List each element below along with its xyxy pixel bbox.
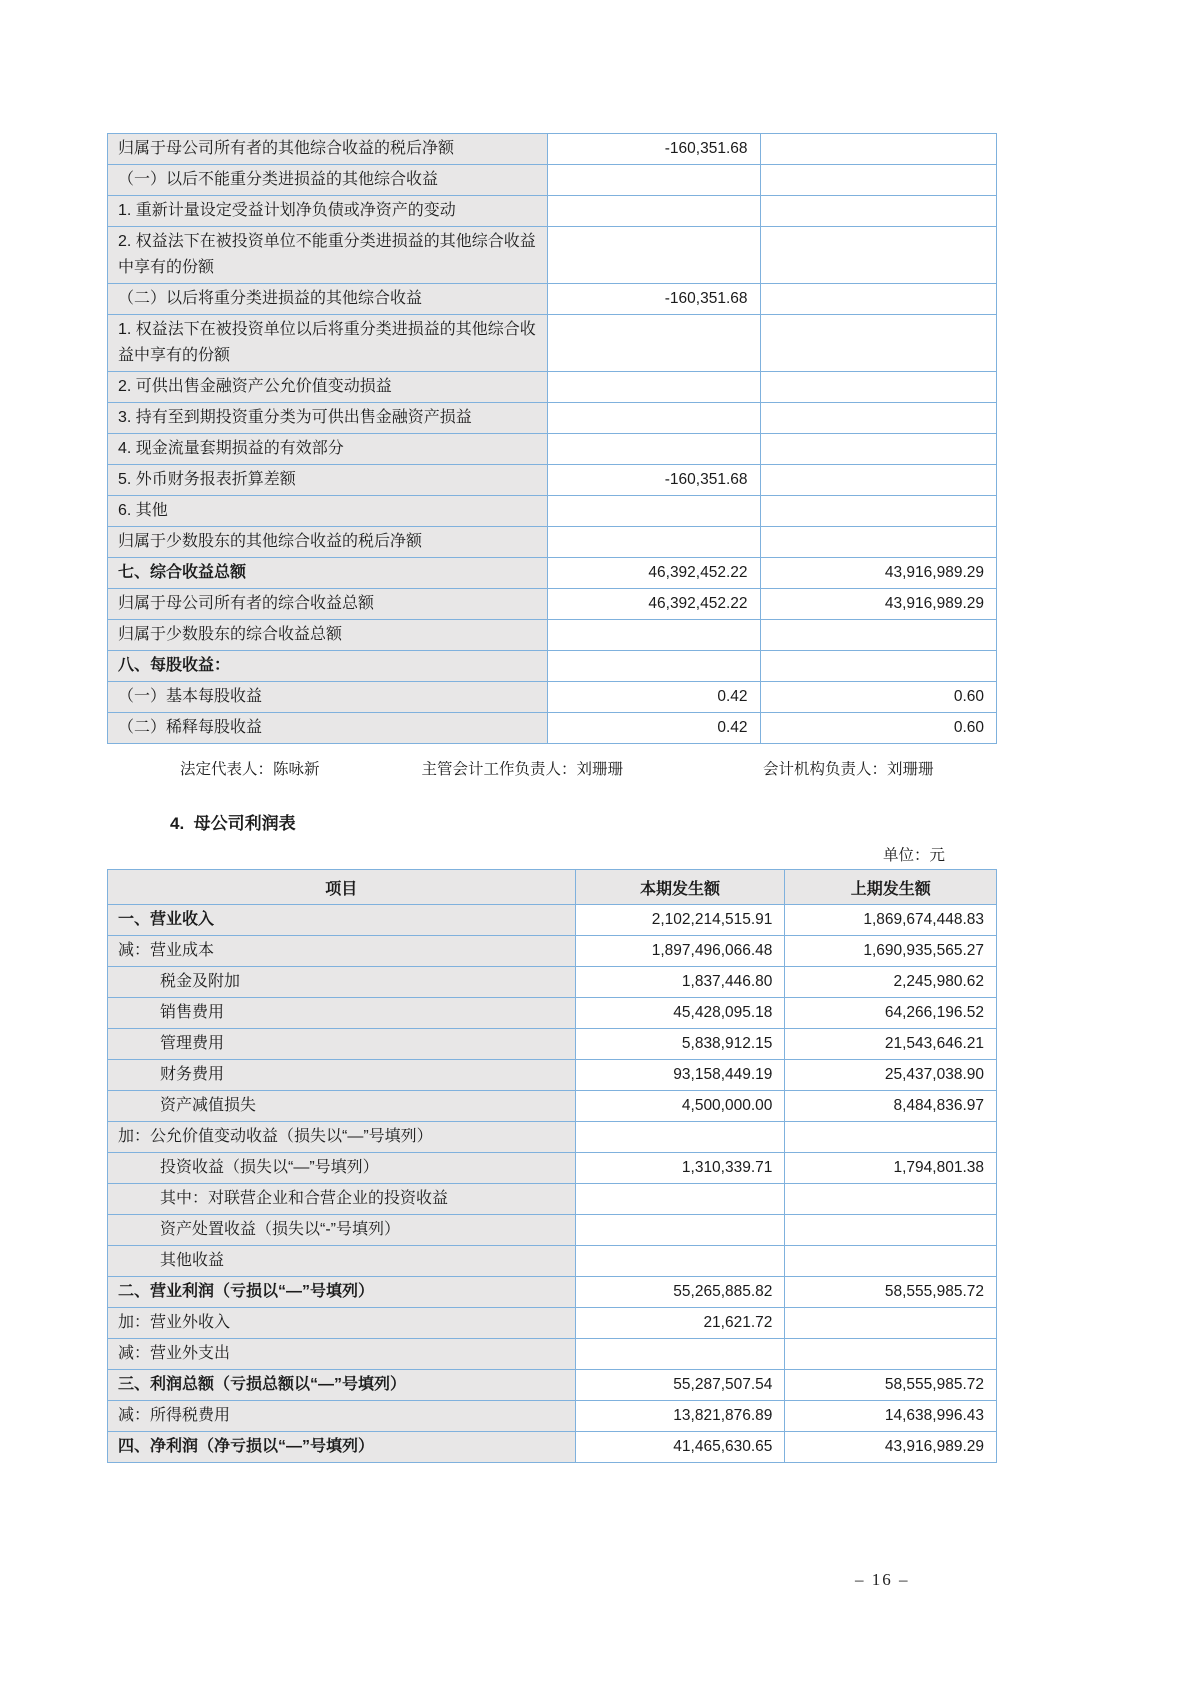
table-row — [108, 967, 997, 998]
table-row — [108, 1246, 997, 1277]
row-label: 税金及附加 — [108, 967, 576, 998]
current-period-value — [548, 315, 760, 372]
prior-period-value — [785, 1246, 997, 1277]
current-period-value: 45,428,095.18 — [575, 998, 785, 1029]
prior-period-value: 25,437,038.90 — [785, 1060, 997, 1091]
table-row — [108, 936, 997, 967]
prior-period-value: 8,484,836.97 — [785, 1091, 997, 1122]
row-label: 归属于少数股东的其他综合收益的税后净额 — [108, 527, 548, 558]
current-period-value: 0.42 — [548, 713, 760, 744]
table-row — [108, 134, 997, 165]
row-label: 四、净利润（净亏损以“—”号填列） — [108, 1432, 576, 1463]
table-row — [108, 1122, 997, 1153]
row-label: 三、利润总额（亏损总额以“—”号填列） — [108, 1370, 576, 1401]
prior-period-value: 64,266,196.52 — [785, 998, 997, 1029]
row-label: 4. 现金流量套期损益的有效部分 — [108, 434, 548, 465]
current-period-value — [548, 165, 760, 196]
table-row — [108, 196, 997, 227]
row-label: （一）以后不能重分类进损益的其他综合收益 — [108, 165, 548, 196]
row-label: 减：营业成本 — [108, 936, 576, 967]
row-label: 2. 可供出售金融资产公允价值变动损益 — [108, 372, 548, 403]
row-label: 销售费用 — [108, 998, 576, 1029]
prior-period-value: 0.60 — [760, 713, 996, 744]
prior-period-value — [785, 1339, 997, 1370]
prior-period-value: 1,794,801.38 — [785, 1153, 997, 1184]
current-period-value: 2,102,214,515.91 — [575, 905, 785, 936]
legal-representative-label: 法定代表人：陈咏新 — [180, 761, 320, 778]
current-period-value — [575, 1246, 785, 1277]
row-label: 5. 外币财务报表折算差额 — [108, 465, 548, 496]
column-header-prior-period: 上期发生额 — [785, 870, 997, 905]
table-row — [108, 1308, 997, 1339]
prior-period-value: 2,245,980.62 — [785, 967, 997, 998]
prior-period-value: 43,916,989.29 — [760, 589, 996, 620]
prior-period-value — [760, 372, 996, 403]
table-row — [108, 1277, 997, 1308]
prior-period-value — [760, 651, 996, 682]
row-label: 一、营业收入 — [108, 905, 576, 936]
table-row — [108, 165, 997, 196]
table-row — [108, 651, 997, 682]
parent-company-income-statement-table — [107, 869, 997, 1463]
table-row — [108, 1432, 997, 1463]
current-period-value — [575, 1339, 785, 1370]
table-row — [108, 1401, 997, 1432]
column-header-item: 项目 — [108, 870, 576, 905]
row-label: 其他收益 — [108, 1246, 576, 1277]
current-period-value: 1,897,496,066.48 — [575, 936, 785, 967]
page-number: – 16 – — [855, 1570, 910, 1589]
prior-period-value: 58,555,985.72 — [785, 1277, 997, 1308]
row-label: 八、每股收益： — [108, 651, 548, 682]
signature-line — [107, 757, 997, 779]
table-row — [108, 403, 997, 434]
column-header-current-period: 本期发生额 — [575, 870, 785, 905]
prior-period-value — [760, 496, 996, 527]
current-period-value: 13,821,876.89 — [575, 1401, 785, 1432]
row-label: 归属于母公司所有者的综合收益总额 — [108, 589, 548, 620]
prior-period-value — [760, 134, 996, 165]
prior-period-value — [785, 1308, 997, 1339]
comprehensive-income-table — [107, 133, 997, 744]
prior-period-value: 43,916,989.29 — [760, 558, 996, 589]
table-row — [108, 905, 997, 936]
table-row — [108, 284, 997, 315]
row-label: 投资收益（损失以“—”号填列） — [108, 1153, 576, 1184]
table-row — [108, 465, 997, 496]
table-row — [108, 620, 997, 651]
table-row — [108, 1153, 997, 1184]
section-heading: 4. 母公司利润表 — [170, 814, 296, 833]
current-period-value — [548, 434, 760, 465]
row-label: 财务费用 — [108, 1060, 576, 1091]
row-label: 归属于母公司所有者的其他综合收益的税后净额 — [108, 134, 548, 165]
table-row — [108, 713, 997, 744]
row-label: 二、营业利润（亏损以“—”号填列） — [108, 1277, 576, 1308]
table-row — [108, 1029, 997, 1060]
document-content — [107, 0, 997, 1463]
current-period-value — [548, 372, 760, 403]
table-row — [108, 1339, 997, 1370]
prior-period-value — [785, 1184, 997, 1215]
unit-label: 单位：元 — [882, 847, 945, 864]
table-row — [108, 496, 997, 527]
current-period-value: 21,621.72 — [575, 1308, 785, 1339]
prior-period-value — [760, 620, 996, 651]
row-label: 加：营业外收入 — [108, 1308, 576, 1339]
current-period-value: 46,392,452.22 — [548, 558, 760, 589]
current-period-value — [575, 1215, 785, 1246]
row-label: 1. 重新计量设定受益计划净负债或净资产的变动 — [108, 196, 548, 227]
prior-period-value — [760, 403, 996, 434]
prior-period-value — [760, 165, 996, 196]
prior-period-value: 0.60 — [760, 682, 996, 713]
table-row — [108, 527, 997, 558]
row-label: 3. 持有至到期投资重分类为可供出售金融资产损益 — [108, 403, 548, 434]
row-label: 减：营业外支出 — [108, 1339, 576, 1370]
current-period-value: -160,351.68 — [548, 284, 760, 315]
row-label: 七、综合收益总额 — [108, 558, 548, 589]
current-period-value — [575, 1184, 785, 1215]
current-period-value: 5,838,912.15 — [575, 1029, 785, 1060]
table-row — [108, 589, 997, 620]
table-row — [108, 998, 997, 1029]
prior-period-value: 21,543,646.21 — [785, 1029, 997, 1060]
current-period-value: 46,392,452.22 — [548, 589, 760, 620]
row-label: 6. 其他 — [108, 496, 548, 527]
row-label: 管理费用 — [108, 1029, 576, 1060]
prior-period-value: 1,690,935,565.27 — [785, 936, 997, 967]
current-period-value: 55,287,507.54 — [575, 1370, 785, 1401]
row-label: 其中：对联营企业和合营企业的投资收益 — [108, 1184, 576, 1215]
table-row — [108, 372, 997, 403]
current-period-value — [548, 196, 760, 227]
current-period-value — [548, 227, 760, 284]
table-row — [108, 315, 997, 372]
current-period-value: 0.42 — [548, 682, 760, 713]
row-label: 资产处置收益（损失以“-”号填列） — [108, 1215, 576, 1246]
current-period-value: 55,265,885.82 — [575, 1277, 785, 1308]
prior-period-value — [760, 465, 996, 496]
row-label: 加：公允价值变动收益（损失以“—”号填列） — [108, 1122, 576, 1153]
current-period-value — [548, 403, 760, 434]
table-row — [108, 1215, 997, 1246]
current-period-value: 1,837,446.80 — [575, 967, 785, 998]
row-label: 减：所得税费用 — [108, 1401, 576, 1432]
table-row — [108, 1091, 997, 1122]
table-row — [108, 1184, 997, 1215]
prior-period-value: 58,555,985.72 — [785, 1370, 997, 1401]
prior-period-value — [760, 196, 996, 227]
chief-accounting-officer-label: 主管会计工作负责人：刘珊珊 — [421, 761, 624, 778]
current-period-value — [548, 527, 760, 558]
current-period-value — [548, 496, 760, 527]
table-row — [108, 1370, 997, 1401]
row-label: 1. 权益法下在被投资单位以后将重分类进损益的其他综合收益中享有的份额 — [108, 315, 548, 372]
current-period-value: -160,351.68 — [548, 134, 760, 165]
table-row — [108, 558, 997, 589]
current-period-value — [548, 651, 760, 682]
current-period-value: -160,351.68 — [548, 465, 760, 496]
current-period-value: 4,500,000.00 — [575, 1091, 785, 1122]
current-period-value: 1,310,339.71 — [575, 1153, 785, 1184]
row-label: 归属于少数股东的综合收益总额 — [108, 620, 548, 651]
row-label: 资产减值损失 — [108, 1091, 576, 1122]
prior-period-value — [785, 1122, 997, 1153]
row-label: 2. 权益法下在被投资单位不能重分类进损益的其他综合收益中享有的份额 — [108, 227, 548, 284]
prior-period-value: 43,916,989.29 — [785, 1432, 997, 1463]
row-label: （一）基本每股收益 — [108, 682, 548, 713]
prior-period-value — [760, 284, 996, 315]
table-row — [108, 682, 997, 713]
table-row — [108, 227, 997, 284]
prior-period-value — [760, 434, 996, 465]
prior-period-value — [760, 527, 996, 558]
current-period-value — [575, 1122, 785, 1153]
prior-period-value — [760, 315, 996, 372]
row-label: （二）稀释每股收益 — [108, 713, 548, 744]
table-row — [108, 1060, 997, 1091]
table-row — [108, 434, 997, 465]
prior-period-value — [760, 227, 996, 284]
prior-period-value — [785, 1215, 997, 1246]
current-period-value — [548, 620, 760, 651]
accounting-department-head-label: 会计机构负责人：刘珊珊 — [763, 761, 934, 778]
current-period-value: 41,465,630.65 — [575, 1432, 785, 1463]
prior-period-value: 14,638,996.43 — [785, 1401, 997, 1432]
row-label: （二）以后将重分类进损益的其他综合收益 — [108, 284, 548, 315]
prior-period-value: 1,869,674,448.83 — [785, 905, 997, 936]
current-period-value: 93,158,449.19 — [575, 1060, 785, 1091]
table-header-row — [108, 870, 997, 905]
